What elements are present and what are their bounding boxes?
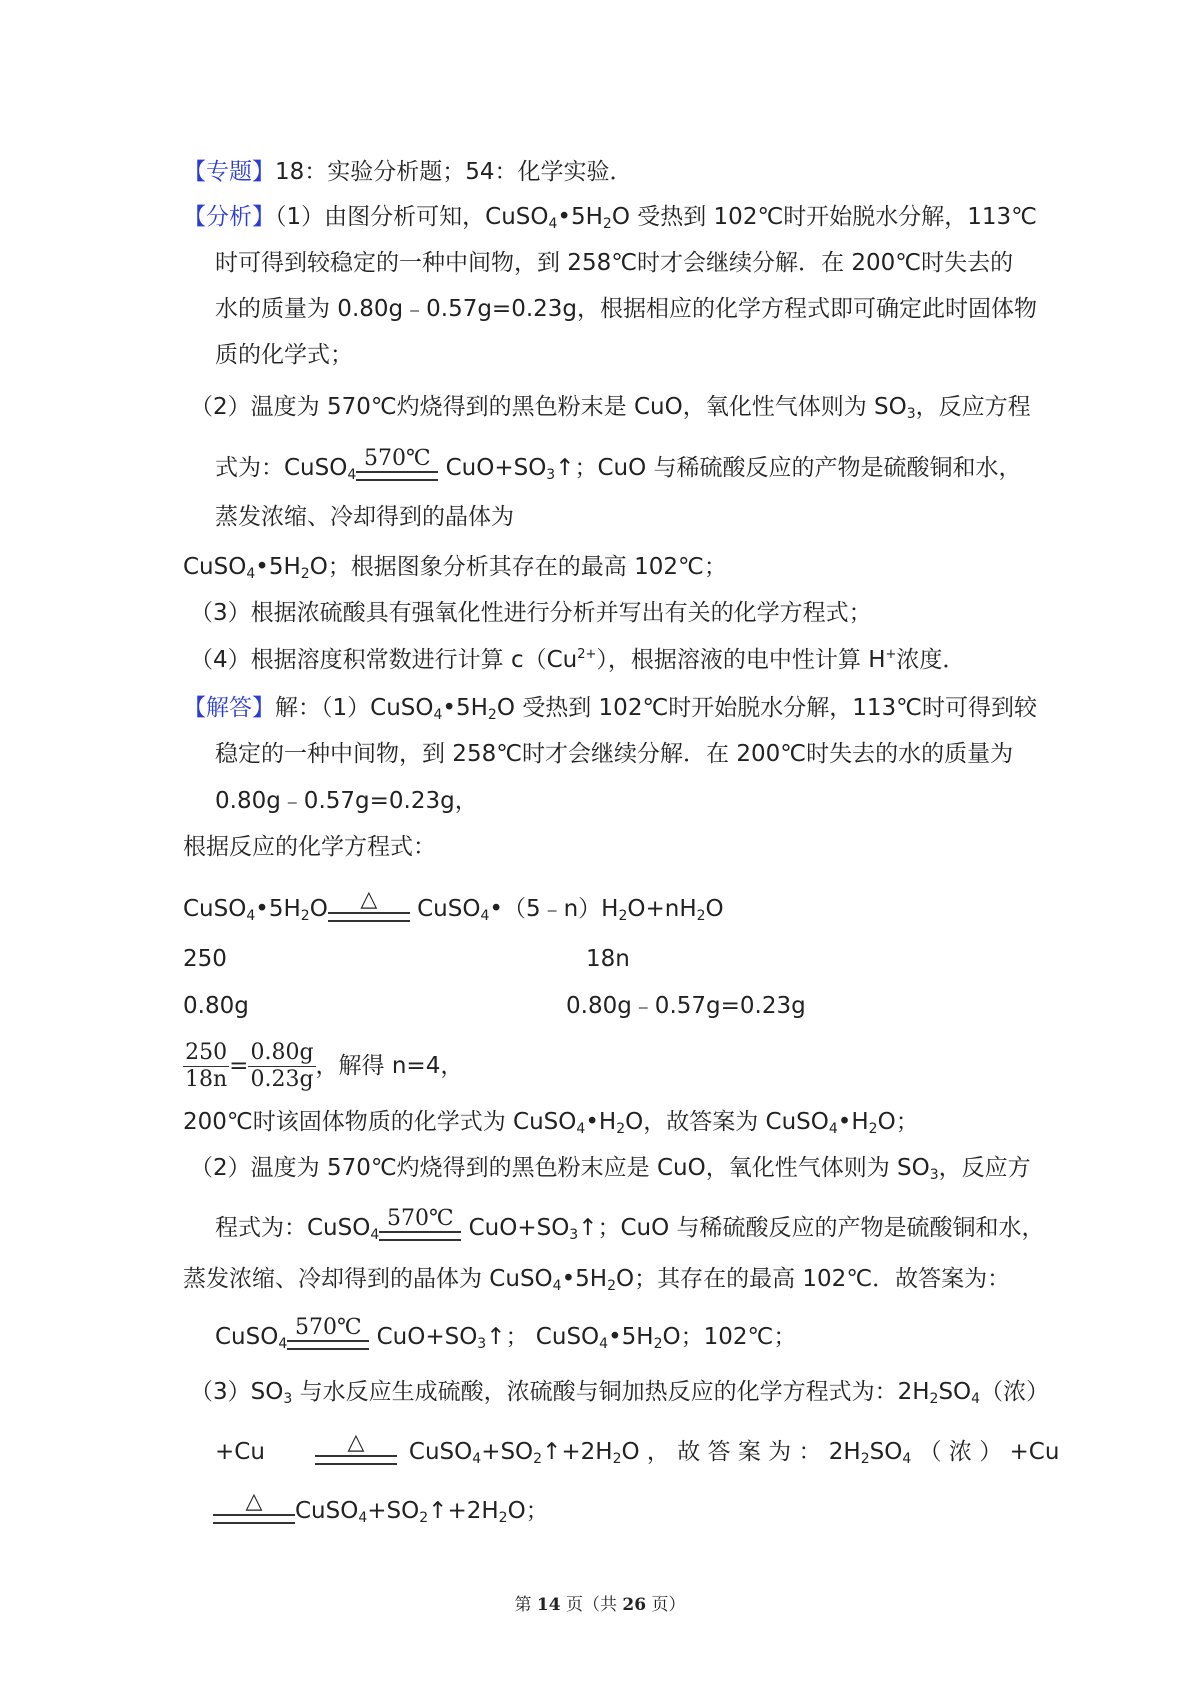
- answer-1-conclusion: 200℃时该固体物质的化学式为 $CuSO_4•H_2O$，故答案为 $CuSO_4•H_2O$；: [183, 1109, 919, 1137]
- analysis-line-4: 质的化学式；: [215, 342, 353, 368]
- analysis-2-line-4: $CuSO_4•5H_2O$；根据图象分析其存在的最高 102℃；: [183, 554, 727, 582]
- answer-2-line-3: 蒸发浓缩、冷却得到的晶体为 $CuSO_4•5H_2O$；其存在的最高 102℃．故答案为：: [183, 1266, 1011, 1294]
- reaction-arrow-heat: △: [328, 888, 410, 924]
- answer-3-line-3: △ $CuSO_4+SO_2↑+2H_2O$；: [213, 1490, 549, 1526]
- reaction-arrow-570: 570℃: [356, 447, 438, 483]
- analysis-2-line-1: （2）温度为 570℃灼烧得到的黑色粉末是 CuO，氧化性气体则为 $SO_3$，反应方程: [190, 394, 1031, 422]
- fraction-equation: $\frac{250}{18n}$ = $\frac{0.80g}{0.23g}$ ，解得 n=4，: [185, 1040, 464, 1092]
- reaction-arrow-570: 570℃: [287, 1316, 369, 1352]
- answer-line-3: 0.80g﹣0.57g=0.23g，: [215, 788, 478, 814]
- reaction-arrow-heat: △: [315, 1431, 397, 1467]
- analysis-line-2: 时可得到较稳定的一种中间物，到 258℃时才会继续分解．在 200℃时失去的: [215, 250, 1014, 276]
- answer-2-line-4: CuSO$_4$ 570℃ $CuO+SO_3↑$； $CuSO_4•5H_2O$；102℃；: [215, 1315, 797, 1352]
- analysis-2-line-2: 式为：CuSO$_4$ 570℃ $CuO+SO_3↑$；CuO 与稀硫酸反应的产物是硫酸铜和水，: [215, 446, 1022, 483]
- ratio-row-2-left: 0.80g: [183, 993, 249, 1019]
- answer-line-1: 【解答】解：$(1)CuSO_4•5H_2O$ 受热到 102℃时开始脱水分解，113℃时可得到较: [183, 695, 1038, 723]
- topic-line: 【专题】18：实验分析题；54：化学实验．: [183, 159, 633, 185]
- analysis-3-line: （3）根据浓硫酸具有强氧化性进行分析并写出有关的化学方程式；: [190, 600, 872, 626]
- analysis-tag: 【分析】: [183, 204, 275, 230]
- reaction-arrow-heat: △: [213, 1490, 295, 1526]
- fraction-1: $\frac{250}{18n}$: [185, 1040, 228, 1092]
- answer-3-line-2: +Cu △ $CuSO_4+SO_2↑+2H_2O$ ， 故 答 案 为 ： $2H_2SO_4$ （ 浓 ） +Cu: [215, 1430, 1060, 1467]
- analysis-line-3: 水的质量为 0.80g﹣0.57g=0.23g，根据相应的化学方程式即可确定此时固体物: [215, 296, 1038, 322]
- fraction-2: $\frac{0.80g}{0.23g}$: [250, 1040, 314, 1092]
- analysis-4-line: （4）根据溶度积常数进行计算 $c(Cu^{2+})$，根据溶液的电中性计算 H+浓度．: [190, 647, 966, 673]
- page-footer: 第 14 页（共 26 页）: [514, 1595, 686, 1615]
- page-total: 26: [622, 1595, 647, 1615]
- analysis-2-line-3: 蒸发浓缩、冷却得到的晶体为: [215, 504, 514, 530]
- analysis-line-1: 【分析】（1）由图分析可知，$CuSO_4•5H_2O$ 受热到 102℃时开始脱水分解，113℃: [183, 204, 1038, 232]
- answer-2-line-2: 程式为：CuSO$_4$ 570℃ $CuO+SO_3↑$；CuO 与稀硫酸反应的产物是硫酸铜和水，: [215, 1206, 1045, 1243]
- answer-tag: 【解答】: [183, 695, 275, 721]
- answer-line-2: 稳定的一种中间物，到 258℃时才会继续分解．在 200℃时失去的水的质量为: [215, 741, 1014, 767]
- topic-tag: 【专题】: [183, 159, 275, 185]
- reaction-arrow-570: 570℃: [379, 1207, 461, 1243]
- answer-2-line-1: （2）温度为 570℃灼烧得到的黑色粉末应是 CuO，氧化性气体则为 $SO_3$，反应方: [190, 1155, 1031, 1183]
- answer-3-line-1: $(3)SO_3$ 与水反应生成硫酸，浓硫酸与铜加热反应的化学方程式为：$2H_2SO_4$（浓）: [190, 1379, 1050, 1407]
- answer-line-4: 根据反应的化学方程式：: [183, 834, 436, 860]
- ratio-row-1-right: 18n: [586, 946, 630, 972]
- equation-1: $CuSO_4•5H_2O$ △ $CuSO_4•(5﹣n)H_2O+nH_2O$: [183, 887, 724, 924]
- ratio-row-1-left: 250: [183, 946, 227, 972]
- ratio-row-2-right: 0.80g﹣0.57g=0.23g: [566, 993, 806, 1019]
- page-number: 14: [536, 1595, 561, 1615]
